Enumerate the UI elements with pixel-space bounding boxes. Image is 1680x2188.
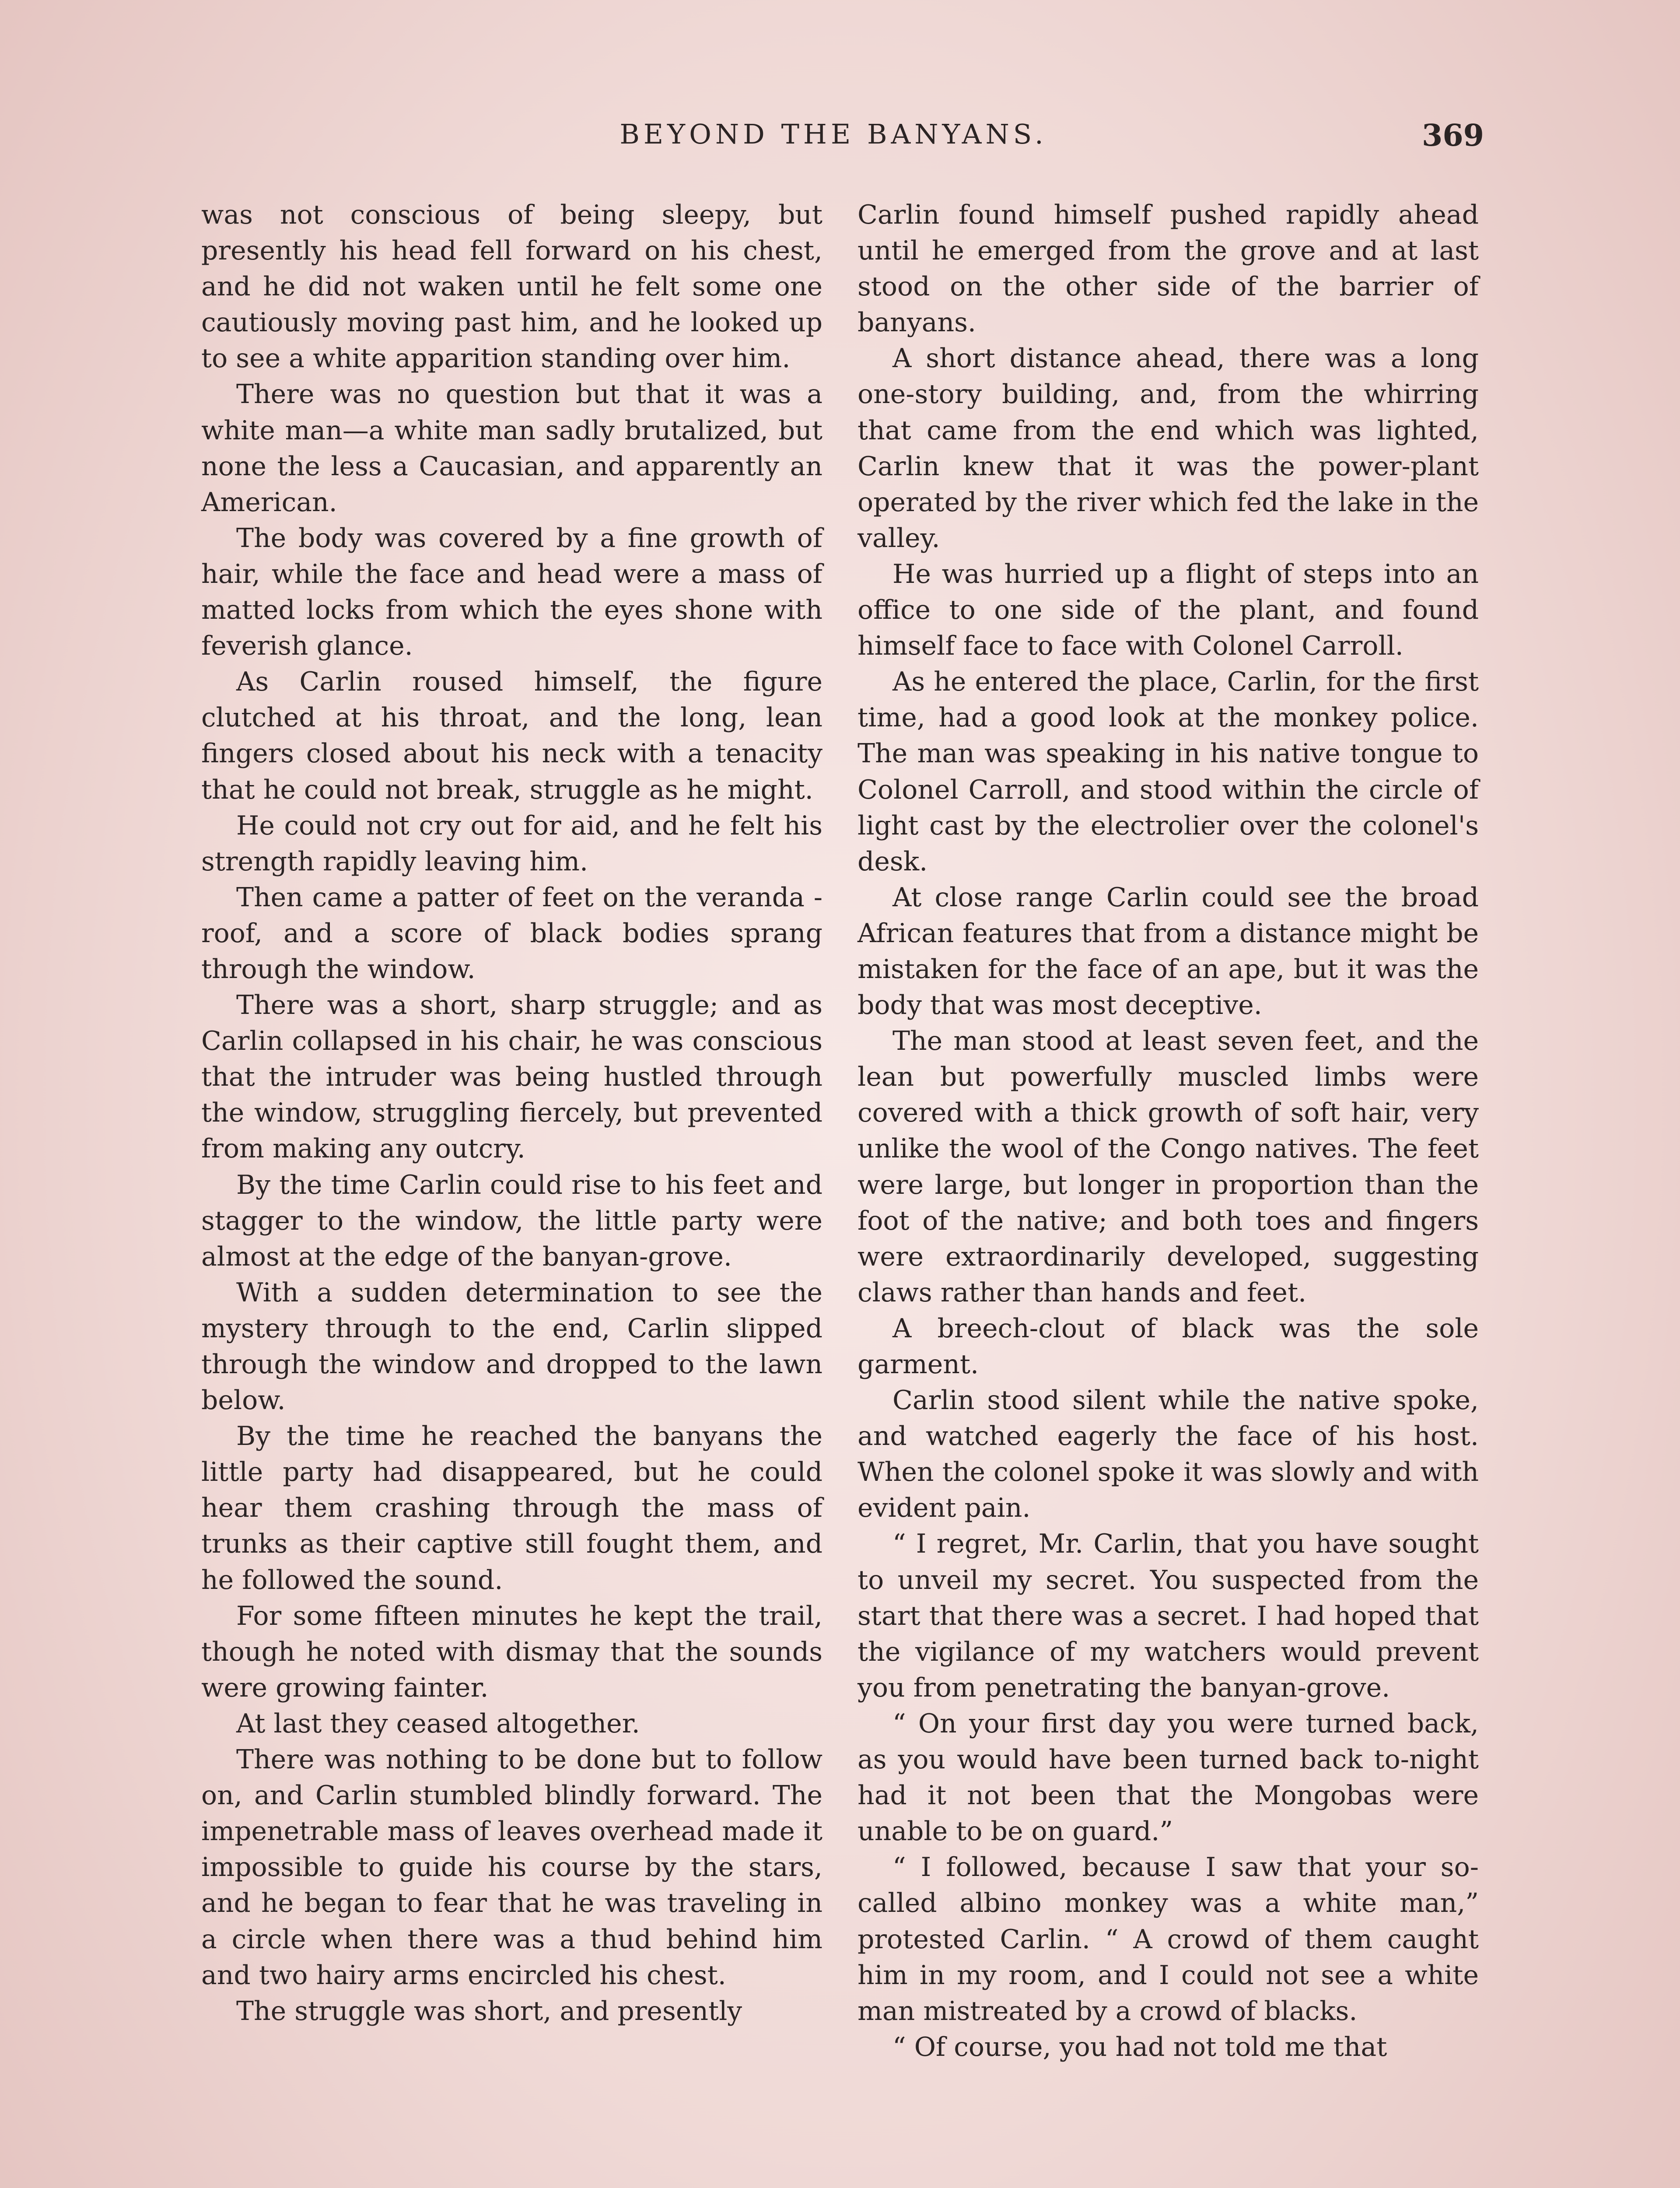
paragraph: The body was covered by a fine growth of hair, while the face and head were a mass of matted locks from which the eyes shone with feverish glance. [201,522,822,662]
paragraph: The man stood at least seven feet, and the lean but powerfully muscled limbs were covered with a thick growth of soft hair, very unlike the wool of the Congo natives. The feet were large, but longer in proportion than the foot of the native; and both toes and fingers were extraordinarily developed, suggesting claws rather than hands and feet. [858,1026,1479,1308]
paragraph: At close range Carlin could see the broad African features that from a distance might be mistaken for the face of an ape, but it was the body that was most deceptive. [858,882,1479,1021]
paragraph: “ Of course, you had not told me that [892,2031,1387,2062]
paragraph: “ I followed, because I saw that your so-called albino monkey was a white man,” protested Carlin. “ A crowd of them caught him in my room, and I could not see a white man mistreated by a crowd of blacks. [858,1852,1479,2027]
paragraph: With a sudden determination to see the mystery through to the end, Carlin slipped through the window and dropped to the lawn below. [201,1277,822,1416]
paragraph: was not conscious of being sleepy, but presently his head fell forward on his chest, and he did not waken until he felt some one cautiously moving past him, and he looked up to see a white apparition standing over him. [201,200,822,374]
paragraph: As Carlin roused himself, the figure clutched at his throat, and the long, lean fingers closed about his neck with a tenacity that he could not break, struggle as he might. [201,666,822,805]
paragraph: At last they ceased altogether. [236,1708,640,1739]
right-column [858,197,1479,2065]
paragraph: There was nothing to be done but to follow on, and Carlin stumbled blindly forward. The impenetrable mass of leaves overhead made it impossible to guide his course by the stars, and he began to fear that he was traveling in a circle when there was a thud behind him and two hairy arms encircled his chest. [201,1744,822,1991]
page-number: 369 [1422,118,1484,153]
paragraph: As he entered the place, Carlin, for the first time, had a good look at the monkey police. The man was speaking in his native tongue to Colonel Carroll, and stood within the circle of light cast by the electrolier over the colonel's desk. [858,666,1479,877]
paragraph: He could not cry out for aid, and he felt his strength rapidly leaving him. [201,810,822,877]
paragraph: Carlin found himself pushed rapidly ahead until he emerged from the grove and at last stood on the other side of the barrier of banyans. [858,200,1479,338]
paragraph: Then came a patter of feet on the veranda - roof, and a score of black bodies sprang through the window. [201,882,822,985]
paragraph: He was hurried up a flight of steps into an office to one side of the plant, and found himself face to face with Colonel Carroll. [858,558,1479,662]
paragraph: There was a short, sharp struggle; and as Carlin collapsed in his chair, he was conscious that the intruder was being hustled through the window, struggling fiercely, but prevented from making any outcry. [201,990,822,1164]
paragraph: “ I regret, Mr. Carlin, that you have sought to unveil my secret. You suspected from the start that there was a secret. I had hoped that the vigilance of my watchers would prevent you from penetrating the banyan-grove. [858,1529,1479,1703]
paragraph: “ On your first day you were turned back, as you would have been turned back to-night had it not been that the Mongobas were unable to be on guard.” [858,1708,1479,1847]
paragraph: By the time he reached the banyans the little party had disappeared, but he could hear them crashing through the mass of trunks as their captive still fought them, and he followed the sound. [201,1421,822,1595]
paragraph: A short distance ahead, there was a long one-story building, and, from the whirring that came from the end which was lighted, Carlin knew that it was the power-plant operated by the river which fed the lake in the valley. [858,343,1479,554]
paragraph: By the time Carlin could rise to his feet and stagger to the window, the little party were almost at the edge of the banyan-grove. [201,1169,822,1272]
running-head: BEYOND THE BANYANS. [620,118,1047,150]
paragraph: There was no question but that it was a white man—a white man sadly brutalized, but none the less a Caucasian, and apparently an American. [201,379,822,518]
left-column [201,197,822,2029]
paragraph: A breech-clout of black was the sole garment. [858,1313,1479,1380]
paragraph: For some fifteen minutes he kept the trail, though he noted with dismay that the sounds were growing fainter. [201,1600,822,1703]
paragraph: The struggle was short, and presently [236,1995,742,2027]
paragraph: Carlin stood silent while the native spoke, and watched eagerly the face of his host. When the colonel spoke it was slowly and with evident pain. [858,1385,1479,1524]
